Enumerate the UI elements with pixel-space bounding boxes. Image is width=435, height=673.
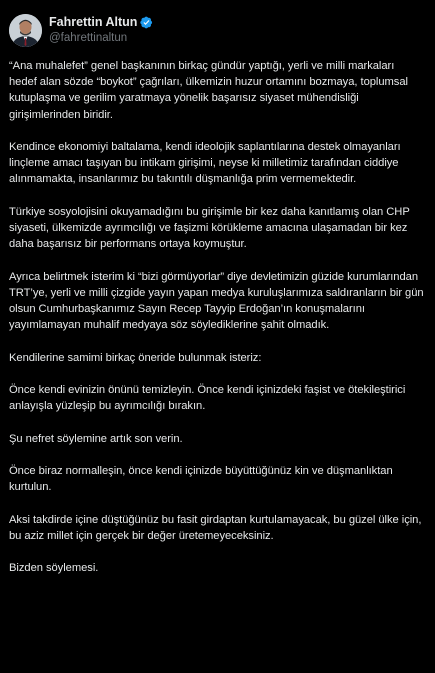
tweet-paragraph: Aksi takdirde içine düştüğünüz bu fasit girdaptan kurtulamayacak, bu güzel ülke için, bu aziz millet için gerçek bir değer üretemeyeceksiniz. [9, 513, 422, 542]
tweet-body [9, 58, 425, 576]
tweet-paragraph: Bizden söylemesi. [9, 562, 99, 575]
tweet-paragraph: Türkiye sosyolojisini okuyamadığını bu girişimle bir kez daha kanıtlamış olan CHP siyaseti, ülkemizde ayrımcılığı ve faşizmi körükleme amacına ulaşamadan bir kez daha başarısız bir performans ortaya koymuştur. [9, 205, 410, 251]
tweet-header [9, 10, 425, 50]
tweet-paragraph: Şu nefret söylemine artık son verin. [9, 432, 183, 445]
author-name-row [49, 15, 153, 30]
tweet-paragraph: Önce kendi evinizin önünü temizleyin. Önce kendi içinizdeki faşist ve ötekileştirici anlayışla yüzleşip bu ayrımcılığı bırakın. [9, 383, 406, 413]
tweet-paragraph: Ayrıca belirtmek isterim ki “bizi görmüyorlar” diye devletimizin güzide kurumlarından TRT’ye, yerli ve milli çizgide yayın yapan medya kuruluşlarımıza saldıranların bir gün olsun Cumhurbaşkanımız Sayın Recep Tayyip Erdoğan’ın konuşmalarını yayımlamayan muhalif medyaya söz söylediklerine şahit olmadık. [9, 270, 424, 332]
tweet-paragraph: Kendince ekonomiyi baltalama, kendi ideolojik saplantılarına destek olmayanları linçleme amacı taşıyan bu intikam girişimi, neyse ki milletimiz tarafından ciddiye alınmamakta, insanlarımız bu takıntılı düşmanlığa prim vermemektedir. [9, 141, 401, 186]
author-handle[interactable]: @fahrettinaltun [49, 31, 128, 44]
author-display-name[interactable]: Fahrettin Altun [49, 14, 138, 29]
tweet-paragraph: “Ana muhalefet” genel başkanının birkaç gündür yaptığı, yerli ve milli markaları hedef alan sözde “boykot” çağrıları, ülkemizin huzur ortamını bozmaya, toplumsal kutuplaşma ve gerilim yaratmaya yönelik başarısız siyaset mühendisliği girişimlerinden biridir. [9, 60, 408, 121]
tweet-paragraph: Önce biraz normalleşin, önce kendi içinizde büyüttüğünüz kin ve düşmanlıktan kurtulun. [9, 464, 393, 494]
author-names [49, 15, 153, 46]
avatar-image [9, 14, 42, 47]
verified-badge-icon [140, 16, 153, 29]
tweet-paragraph: Kendilerine samimi birkaç öneride bulunmak isteriz: [9, 351, 262, 364]
avatar[interactable] [9, 14, 42, 47]
